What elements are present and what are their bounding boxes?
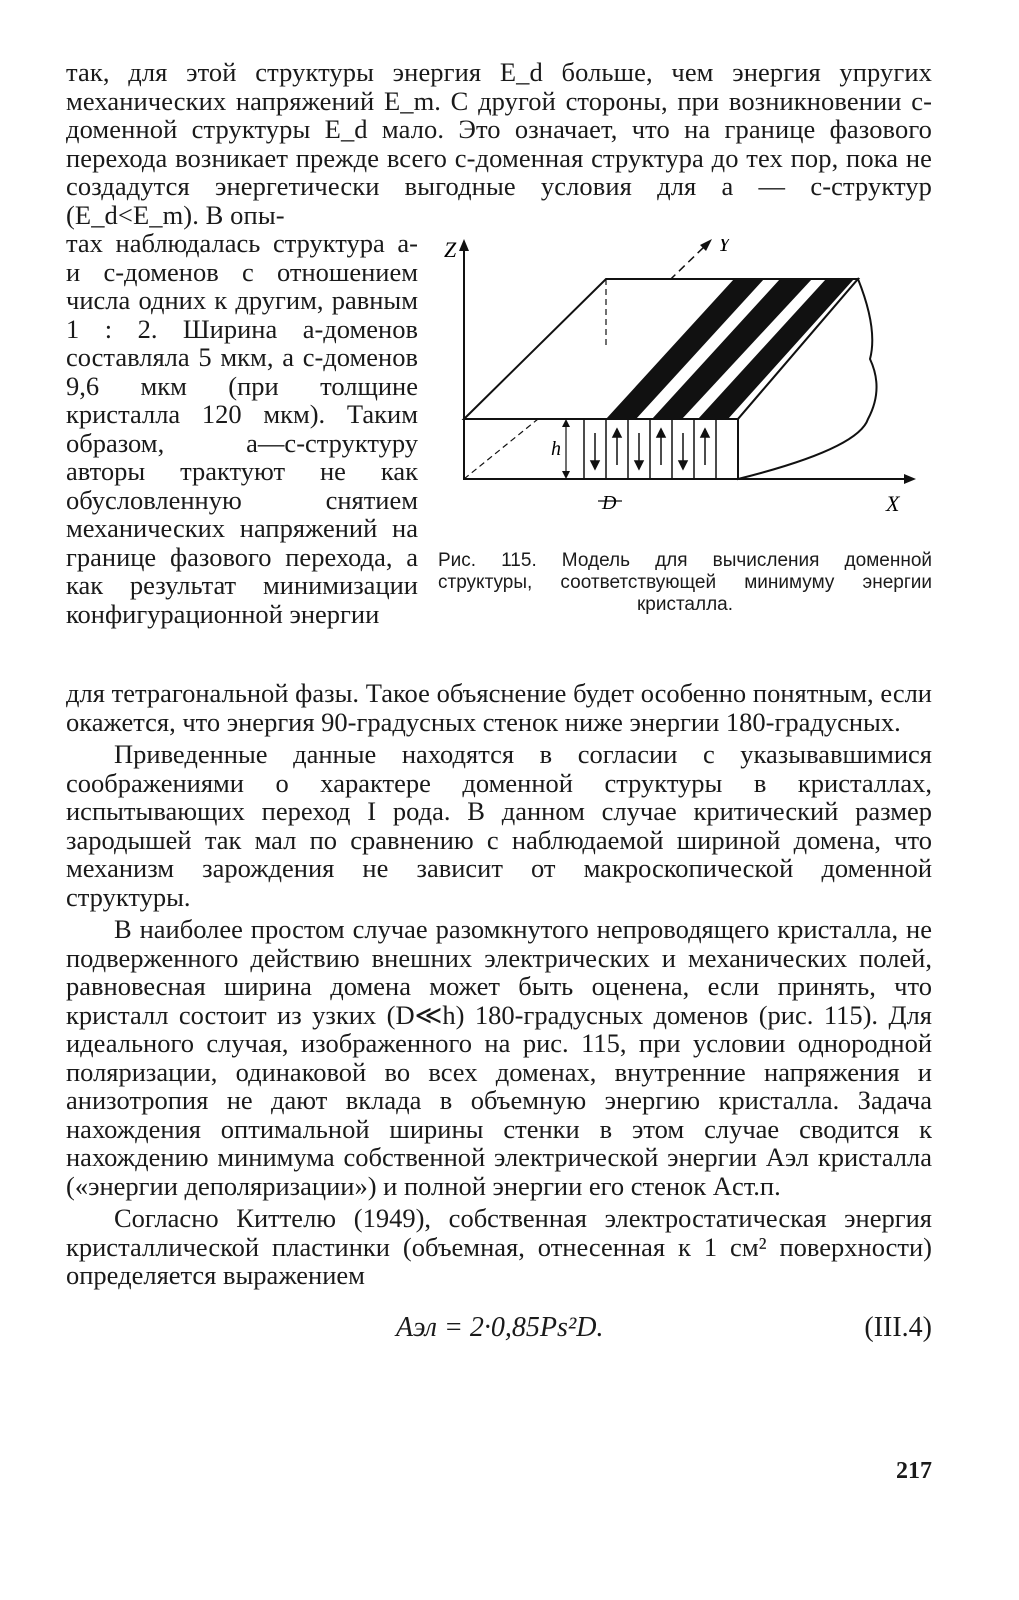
paragraph-2: Приведенные данные находятся в согласии с указывавшимися соображениями о характере доменной структуры в кристаллах, испытывающих переход I рода. В данном случае критический размер зародышей так мал по сравнению с наблюдаемой шириной домена, что механизм зарождения не зависит от макроскопической доменной структуры. — [66, 739, 932, 912]
formula-block — [66, 1308, 932, 1352]
page-number: 217 — [896, 1458, 932, 1484]
paragraph-opening: так, для этой структуры энергия E_d больше, чем энергия упругих механических напряжений E_m. С другой стороны, при возникновении c-доменной структуры E_d мало. Это означает, что на границе фазового перехода возникает прежде всего c-доменная структура до тех пор, пока не создадутся энергетически выгодные условия для a — c-структур (E_d<E_m). В опы- — [66, 57, 932, 230]
d-label: D — [602, 492, 617, 514]
narrow-column-text: тах наблюдалась структура a- и c-доменов с отношением числа одних к другим, равным 1 : 2. Ширина a-доменов составляла 5 мкм, а c-доменов 9,6 мкм (при толщине кристалла 120 мкм). Таким образом, a—c-структуру авторы трактуют не как обусловленную снятием механических напряжений на границе фазового перехода, а как результат минимизации конфигурационной энергии — [66, 228, 418, 629]
domain-model-diagram — [438, 239, 932, 539]
page-body — [66, 57, 932, 1484]
wrapped-section — [66, 229, 932, 679]
paragraph-3: В наиболее простом случае разомкнутого непроводящего кристалла, не подверженного действию внешних электрических и механических полей, равновесная ширина домена может быть оценена, если принять, что кристалл состоит из узких (D≪h) 180-градусных доменов (рис. 115). Для идеального случая, изображенного на рис. 115, при условии однородной поляризации, одинаковой во всех доменах, внутренние напряжения и анизотропия не дают вклада в объемную энергию кристалла. Задача нахождения оптимальной ширины стенки в этом случае сводится к нахождению минимума собственной электрической энергии Aэл кристалла («энергии деполяризации») и полной энергии его стенок Aст.п. — [66, 914, 932, 1201]
z-axis-arrow — [459, 239, 469, 251]
x-label: X — [886, 491, 900, 516]
figure-caption: Рис. 115. Модель для вычисления доменной структуры, соответствующей минимуму энергии кристалла. — [438, 550, 932, 615]
crystal-front-face — [464, 419, 740, 479]
paragraph-continuation: для тетрагональной фазы. Такое объяснение будет особенно понятным, если окажется, что энергия 90-градусных стенок ниже энергии 180-градусных. — [66, 678, 932, 737]
x-axis-arrow — [904, 474, 916, 484]
formula-number: (III.4) — [864, 1311, 932, 1343]
h-label: h — [551, 438, 561, 460]
figure-115 — [438, 239, 932, 616]
y-label: Y — [718, 239, 731, 256]
formula: Aэл = 2·0,85Ps²D. — [396, 1311, 604, 1343]
z-label: Z — [444, 239, 457, 262]
paragraph-4: Согласно Киттелю (1949), собственная электростатическая энергия кристаллической пластинки (объемная, отнесенная к 1 см² поверхности) определяется выражением — [66, 1203, 932, 1290]
